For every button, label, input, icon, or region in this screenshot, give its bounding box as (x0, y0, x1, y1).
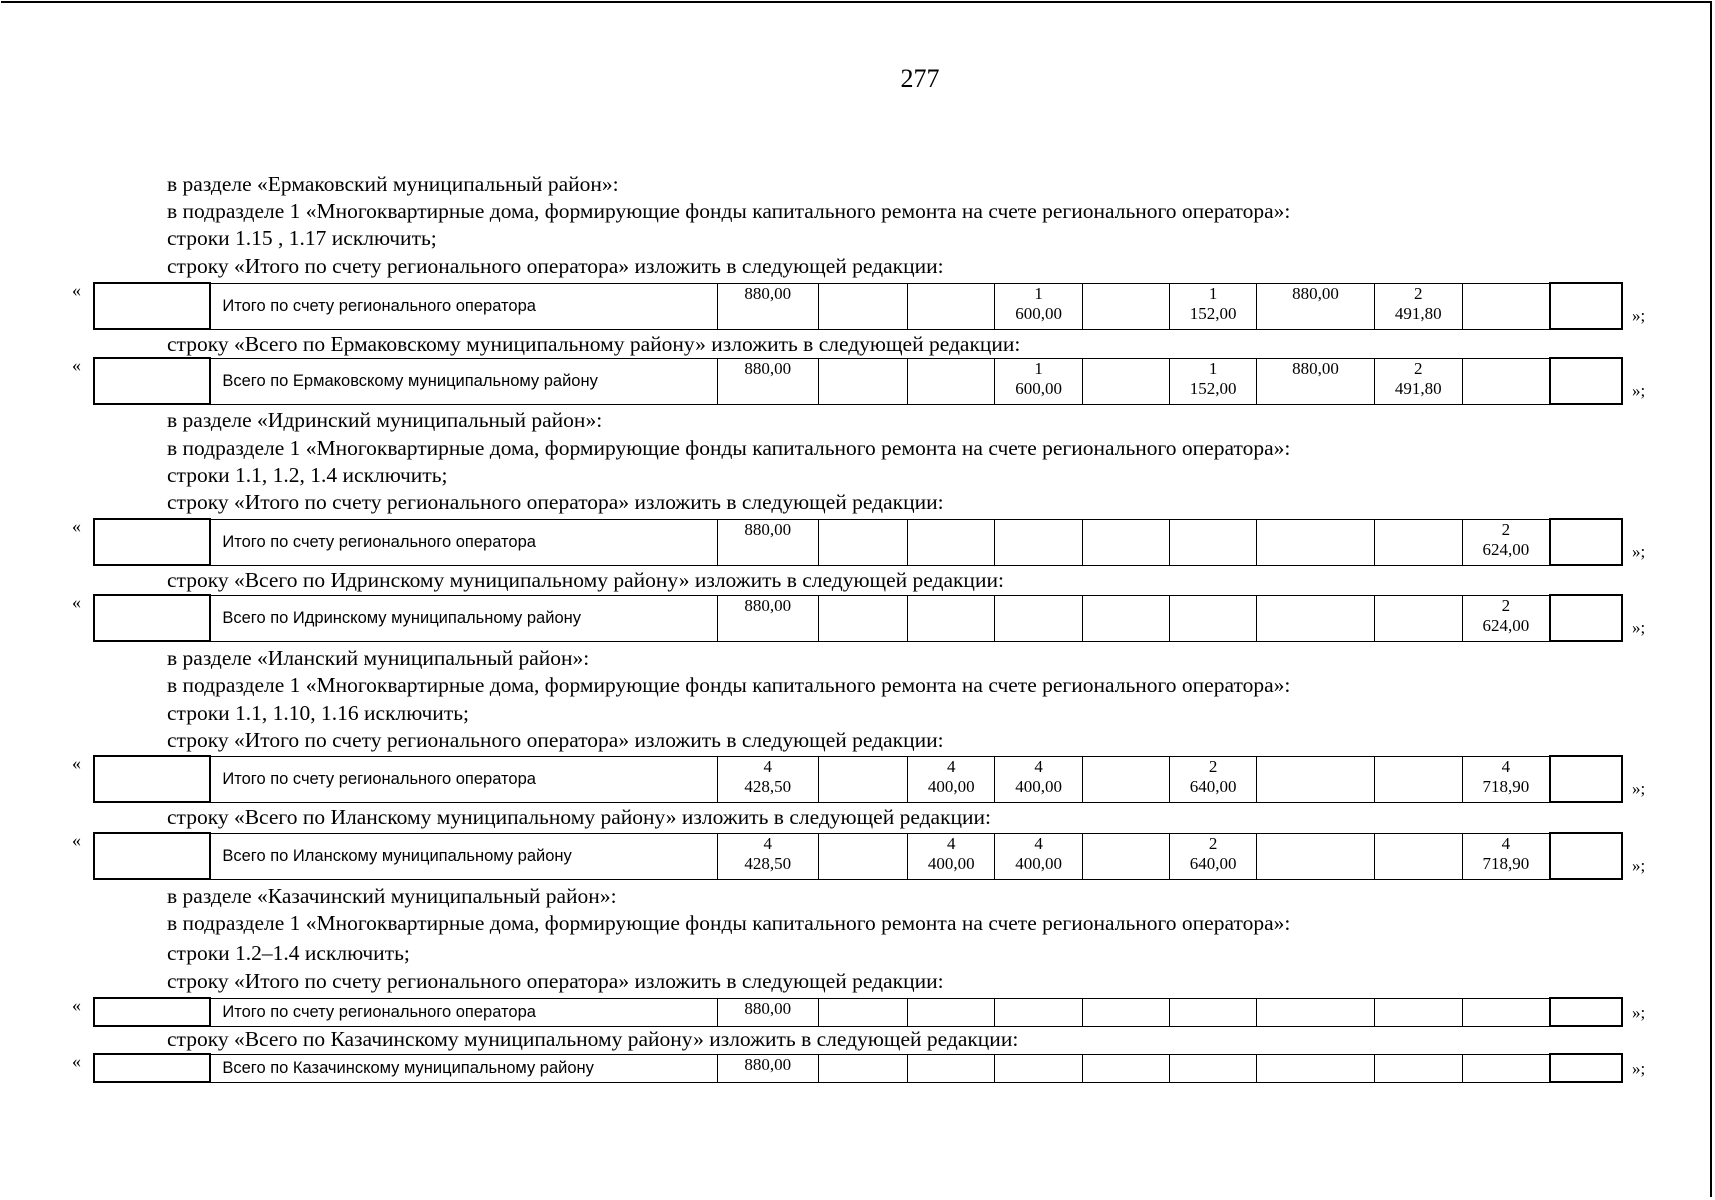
value-cell (908, 519, 995, 565)
value-cell (717, 756, 818, 802)
cell-value-remainder: 400,00 (1015, 776, 1062, 796)
row-name-cell: Всего по Казачинскому муниципальному району (210, 1054, 717, 1082)
instruction-line: строку «Итого по счету регионального оператора» изложить в следующей редакции: (167, 254, 944, 278)
cell-value-remainder: 400,00 (927, 853, 975, 873)
cell-value-thousands: 4 (763, 756, 772, 776)
instruction-line: строку «Итого по счету регионального оператора» изложить в следующей редакции: (167, 490, 944, 514)
open-quote: « (72, 995, 81, 1015)
cell-value-thousands: 4 (1034, 833, 1043, 853)
number-cell (94, 358, 210, 404)
instruction-line: в разделе «Казачинский муниципальный район»: (167, 884, 617, 908)
amendment-table-row (93, 357, 1623, 405)
cell-value-remainder: 624,00 (1482, 615, 1530, 635)
amendment-table-row (93, 518, 1623, 566)
value-cell (818, 358, 907, 404)
instruction-line: строку «Всего по Иланскому муниципальному району» изложить в следующей редакции: (167, 805, 992, 829)
cell-value-thousands: 2 (1501, 595, 1511, 615)
close-quote: »; (1632, 1059, 1646, 1078)
value-cell (1462, 595, 1549, 641)
cell-value-thousands: 1 (1208, 283, 1218, 303)
instruction-line: в разделе «Идринский муниципальный район»: (167, 408, 603, 432)
instruction-line: в разделе «Ермаковский муниципальный район»: (167, 172, 619, 196)
value-cell (1374, 519, 1462, 565)
cell-value: 880,00 (1292, 358, 1339, 378)
cell-value-thousands: 2 (1208, 756, 1218, 776)
value-cell (1374, 756, 1462, 802)
cell-value-thousands: 2 (1414, 358, 1423, 378)
row-name-cell: Итого по счету регионального оператора (210, 283, 717, 329)
value-cell (995, 833, 1082, 879)
value-cell (1462, 833, 1549, 879)
number-cell (94, 756, 210, 802)
cell-value: 880,00 (1292, 283, 1339, 303)
value-cell (1169, 358, 1256, 404)
value-cell (995, 1054, 1082, 1082)
close-quote: »; (1632, 542, 1646, 561)
instruction-line: строку «Всего по Идринскому муниципальному району» изложить в следующей редакции: (167, 568, 1004, 592)
value-cell (1082, 998, 1169, 1026)
cell-value-remainder: 152,00 (1189, 378, 1237, 398)
amendment-table-row (93, 997, 1623, 1027)
close-quote: »; (1632, 306, 1646, 325)
row-name-cell: Всего по Идринскому муниципальному району (210, 595, 717, 641)
close-quote: »; (1632, 1003, 1646, 1022)
value-cell (1462, 283, 1549, 329)
cell-value: 880,00 (744, 998, 792, 1018)
cell-value-remainder: 400,00 (1015, 853, 1062, 873)
cell-value: 880,00 (744, 358, 792, 378)
cell-value-thousands: 1 (1034, 358, 1043, 378)
number-cell (94, 595, 210, 641)
value-cell (818, 595, 907, 641)
value-cell (717, 519, 818, 565)
value-cell (1462, 519, 1549, 565)
value-cell (1169, 595, 1256, 641)
instruction-line: строку «Итого по счету регионального оператора» изложить в следующей редакции: (167, 728, 944, 752)
cell-value-remainder: 600,00 (1015, 378, 1062, 398)
number-cell (94, 1054, 210, 1082)
cell-value-remainder: 152,00 (1189, 303, 1237, 323)
value-cell (717, 358, 818, 404)
value-cell (908, 998, 995, 1026)
value-cell (1257, 1054, 1374, 1082)
value-cell (1374, 595, 1462, 641)
value-cell (1374, 283, 1462, 329)
cell-value-thousands: 4 (1501, 833, 1511, 853)
value-cell (908, 1054, 995, 1082)
instruction-line: строки 1.15 , 1.17 исключить; (167, 226, 437, 250)
value-cell (995, 756, 1082, 802)
value-cell (1169, 1054, 1256, 1082)
value-cell (818, 833, 907, 879)
value-cell (1169, 756, 1256, 802)
row-name-cell: Итого по счету регионального оператора (210, 756, 717, 802)
value-cell (1082, 519, 1169, 565)
open-quote: « (72, 592, 81, 612)
value-cell (818, 519, 907, 565)
value-cell (818, 1054, 907, 1082)
amendment-table-row (93, 282, 1623, 330)
close-quote: »; (1632, 618, 1646, 637)
value-cell (717, 283, 818, 329)
cell-value-remainder: 718,90 (1482, 776, 1530, 796)
instruction-line: строку «Всего по Ермаковскому муниципальному району» изложить в следующей редакции: (167, 332, 1021, 356)
value-cell (717, 998, 818, 1026)
value-cell (1257, 283, 1374, 329)
value-cell (1082, 833, 1169, 879)
table-row (94, 1054, 1622, 1082)
value-cell (1462, 998, 1549, 1026)
number-cell (94, 283, 210, 329)
amendment-table-row (93, 1053, 1623, 1083)
value-cell (1550, 595, 1622, 641)
cell-value-thousands: 4 (947, 833, 956, 853)
table-row (94, 358, 1622, 404)
value-cell (818, 283, 907, 329)
value-cell (995, 519, 1082, 565)
cell-value-thousands: 2 (1414, 283, 1423, 303)
value-cell (1257, 756, 1374, 802)
table-row (94, 519, 1622, 565)
instruction-line: в подразделе 1 «Многоквартирные дома, формирующие фонды капитального ремонта на счете регионального оператора»: (167, 199, 1291, 223)
value-cell (1374, 358, 1462, 404)
cell-value-remainder: 491,80 (1394, 378, 1442, 398)
page-number: 277 (900, 64, 940, 93)
value-cell (1257, 833, 1374, 879)
value-cell (995, 358, 1082, 404)
amendment-table-row (93, 832, 1623, 880)
value-cell (1082, 1054, 1169, 1082)
instruction-line: строку «Всего по Казачинскому муниципальному району» изложить в следующей редакции: (167, 1027, 1019, 1051)
value-cell (1550, 756, 1622, 802)
value-cell (1082, 283, 1169, 329)
value-cell (1462, 1054, 1549, 1082)
open-quote: « (72, 516, 81, 536)
table-row (94, 756, 1622, 802)
value-cell (717, 833, 818, 879)
value-cell (1257, 595, 1374, 641)
cell-value-remainder: 640,00 (1189, 776, 1237, 796)
cell-value: 880,00 (744, 519, 792, 539)
value-cell (1169, 519, 1256, 565)
cell-value-remainder: 428,50 (744, 853, 792, 873)
value-cell (1374, 998, 1462, 1026)
open-quote: « (72, 1051, 81, 1071)
instruction-line: в подразделе 1 «Многоквартирные дома, формирующие фонды капитального ремонта на счете регионального оператора»: (167, 436, 1291, 460)
cell-value-remainder: 640,00 (1189, 853, 1237, 873)
cell-value-remainder: 718,90 (1482, 853, 1530, 873)
instruction-line: в подразделе 1 «Многоквартирные дома, формирующие фонды капитального ремонта на счете регионального оператора»: (167, 673, 1291, 697)
value-cell (908, 833, 995, 879)
value-cell (995, 595, 1082, 641)
close-quote: »; (1632, 856, 1646, 875)
instruction-line: строку «Итого по счету регионального оператора» изложить в следующей редакции: (167, 969, 944, 993)
value-cell (1550, 283, 1622, 329)
cell-value: 880,00 (744, 595, 792, 615)
value-cell (717, 1054, 818, 1082)
cell-value-thousands: 4 (763, 833, 772, 853)
instruction-line: в подразделе 1 «Многоквартирные дома, формирующие фонды капитального ремонта на счете регионального оператора»: (167, 911, 1291, 935)
cell-value-thousands: 4 (947, 756, 956, 776)
open-quote: « (72, 830, 81, 850)
value-cell (1550, 1054, 1622, 1082)
close-quote: »; (1632, 381, 1646, 400)
value-cell (1169, 833, 1256, 879)
value-cell (1550, 519, 1622, 565)
close-quote: »; (1632, 779, 1646, 798)
open-quote: « (72, 355, 81, 375)
value-cell (1374, 833, 1462, 879)
row-name-cell: Всего по Иланскому муниципальному району (210, 833, 717, 879)
cell-value: 880,00 (744, 1054, 792, 1074)
cell-value-thousands: 2 (1501, 519, 1511, 539)
value-cell (818, 756, 907, 802)
number-cell (94, 998, 210, 1026)
cell-value-thousands: 1 (1034, 283, 1043, 303)
value-cell (1550, 358, 1622, 404)
instruction-line: строки 1.1, 1.2, 1.4 исключить; (167, 463, 448, 487)
value-cell (717, 595, 818, 641)
cell-value: 880,00 (744, 283, 792, 303)
cell-value-thousands: 4 (1034, 756, 1043, 776)
cell-value-thousands: 2 (1208, 833, 1218, 853)
number-cell (94, 519, 210, 565)
value-cell (1550, 998, 1622, 1026)
value-cell (1082, 595, 1169, 641)
value-cell (1082, 358, 1169, 404)
value-cell (908, 756, 995, 802)
amendment-table-row (93, 594, 1623, 642)
row-name-cell: Итого по счету регионального оператора (210, 519, 717, 565)
instruction-line: строки 1.1, 1.10, 1.16 исключить; (167, 701, 469, 725)
value-cell (995, 283, 1082, 329)
row-name-cell: Всего по Ермаковскому муниципальному району (210, 358, 717, 404)
value-cell (1462, 358, 1549, 404)
cell-value-remainder: 400,00 (927, 776, 975, 796)
value-cell (1550, 833, 1622, 879)
number-cell (94, 833, 210, 879)
table-row (94, 283, 1622, 329)
instruction-line: строки 1.2–1.4 исключить; (167, 941, 410, 965)
value-cell (1462, 756, 1549, 802)
value-cell (995, 998, 1082, 1026)
cell-value-remainder: 428,50 (744, 776, 792, 796)
value-cell (908, 358, 995, 404)
value-cell (1257, 519, 1374, 565)
value-cell (908, 595, 995, 641)
value-cell (1374, 1054, 1462, 1082)
value-cell (1082, 756, 1169, 802)
row-name-cell: Итого по счету регионального оператора (210, 998, 717, 1026)
table-row (94, 833, 1622, 879)
value-cell (908, 283, 995, 329)
table-row (94, 998, 1622, 1026)
cell-value-thousands: 1 (1208, 358, 1218, 378)
value-cell (1169, 283, 1256, 329)
value-cell (1169, 998, 1256, 1026)
cell-value-remainder: 624,00 (1482, 539, 1530, 559)
value-cell (1257, 358, 1374, 404)
open-quote: « (72, 280, 81, 300)
value-cell (818, 998, 907, 1026)
cell-value-remainder: 491,80 (1394, 303, 1442, 323)
amendment-table-row (93, 755, 1623, 803)
open-quote: « (72, 753, 81, 773)
value-cell (1257, 998, 1374, 1026)
cell-value-thousands: 4 (1501, 756, 1511, 776)
instruction-line: в разделе «Иланский муниципальный район»: (167, 646, 590, 670)
table-row (94, 595, 1622, 641)
cell-value-remainder: 600,00 (1015, 303, 1062, 323)
